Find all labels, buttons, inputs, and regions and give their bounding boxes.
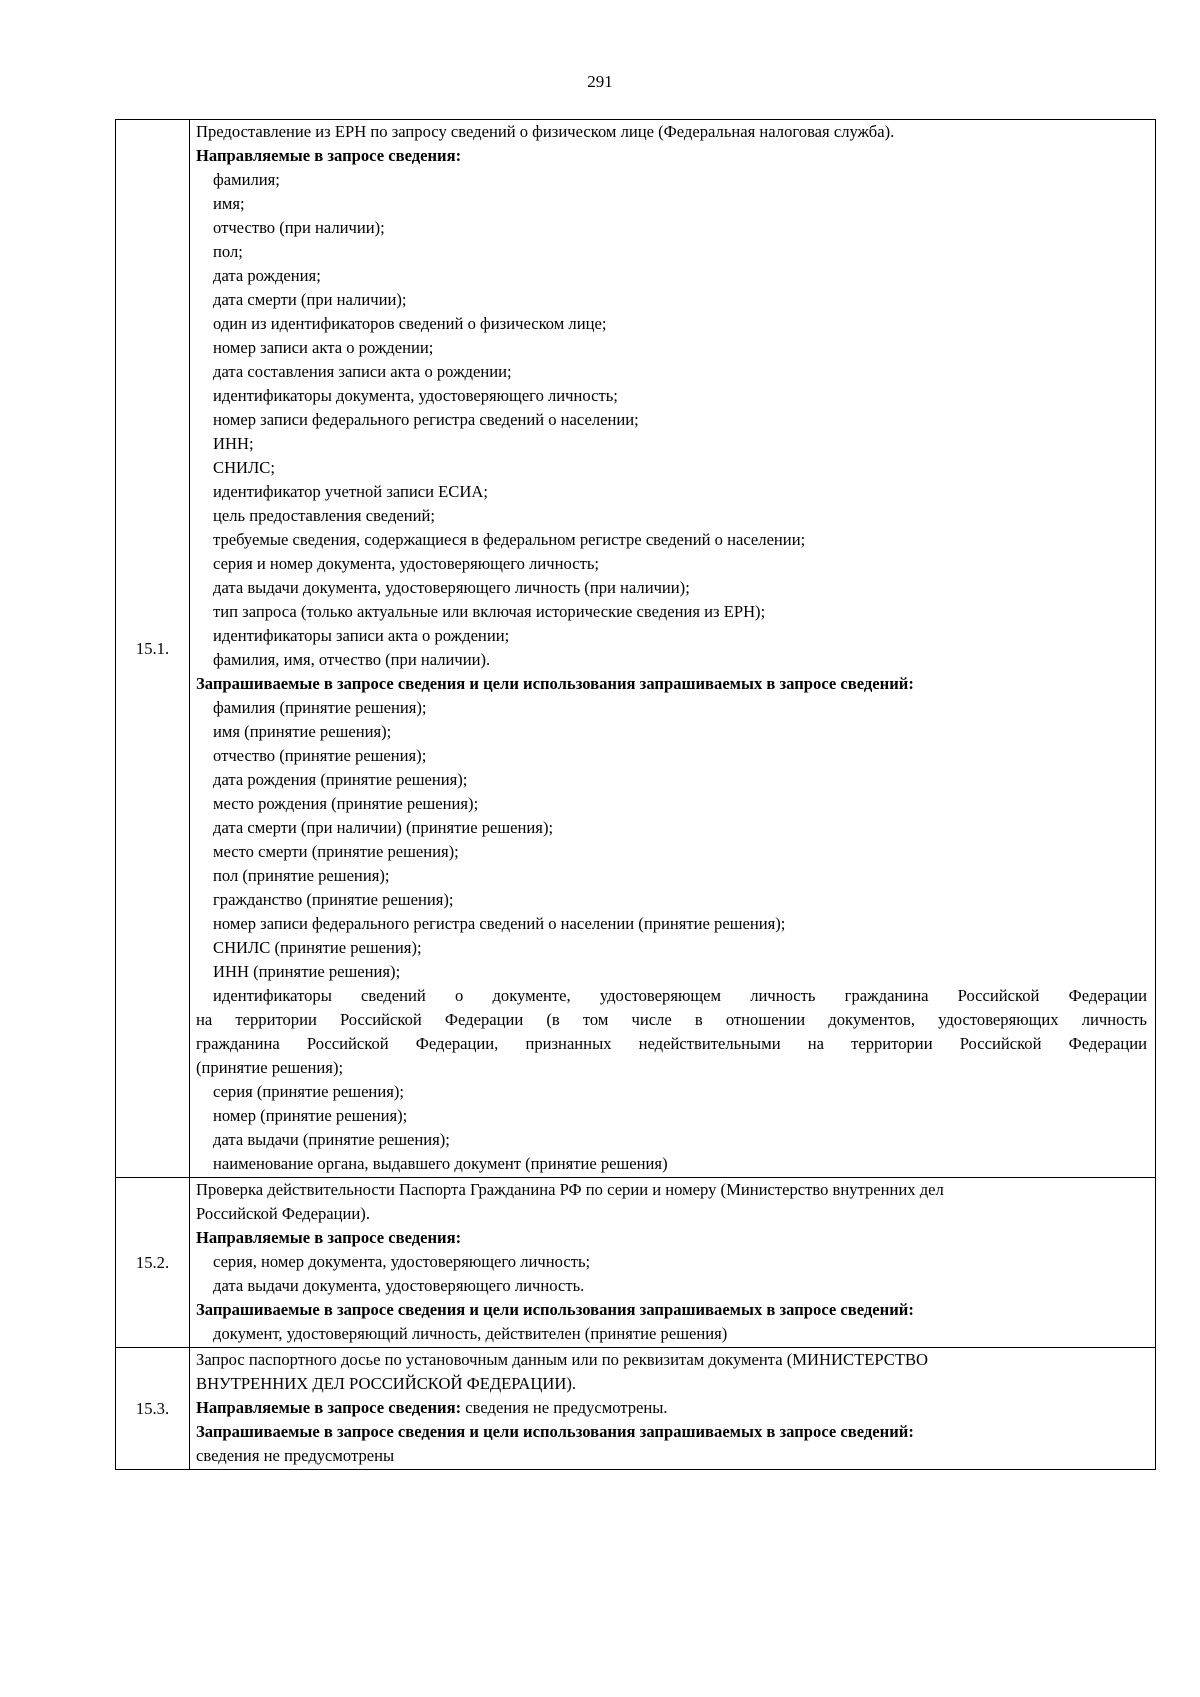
list-item: идентификаторы сведений о документе, удостоверяющем личность гражданина Российской Федерации: [213, 986, 1147, 1005]
text-line: Проверка действительности Паспорта Гражданина РФ по серии и номеру (Министерство внутренних дел: [196, 1180, 944, 1199]
list-item: имя;: [213, 194, 245, 213]
list-item: дата рождения (принятие решения);: [213, 770, 468, 789]
section-heading: [196, 1298, 1147, 1322]
list-item: серия (принятие решения);: [213, 1082, 404, 1101]
list-item: номер записи федерального регистра сведений о населении;: [213, 410, 639, 429]
text-line: сведения не предусмотрены: [196, 1446, 395, 1465]
list-item: дата составления записи акта о рождении;: [213, 362, 512, 381]
list-item: номер (принятие решения);: [213, 1106, 408, 1125]
document-table: [115, 119, 1156, 1470]
list-item: место рождения (принятие решения);: [213, 794, 479, 813]
text-line: гражданина Российской Федерации, признанных недействительными на территории Российской Федерации: [196, 1034, 1147, 1053]
section-heading-text: Направляемые в запросе сведения:: [196, 146, 462, 165]
item-number: 15.1.: [116, 120, 190, 1178]
section-heading-text: Направляемые в запросе сведения:: [196, 1228, 462, 1247]
text-line: на территории Российской Федерации (в том числе в отношении документов, удостоверяющих личность: [196, 1010, 1147, 1029]
list-item: номер записи федерального регистра сведений о населении (принятие решения);: [213, 914, 786, 933]
page-number: 291: [587, 72, 613, 91]
list-item: фамилия;: [213, 170, 280, 189]
list-item: дата выдачи документа, удостоверяющего личность (при наличии);: [213, 578, 690, 597]
list-item: СНИЛС (принятие решения);: [213, 938, 422, 957]
list-item: дата смерти (при наличии) (принятие решения);: [213, 818, 554, 837]
text-line: ВНУТРЕННИХ ДЕЛ РОССИЙСКОЙ ФЕДЕРАЦИИ).: [196, 1374, 576, 1393]
section-heading-text: Запрашиваемые в запросе сведения и цели использования запрашиваемых в запросе сведений:: [196, 1300, 914, 1319]
section-heading: [196, 1396, 1147, 1420]
item-content: [190, 120, 1156, 1178]
section-heading-text: Запрашиваемые в запросе сведения и цели использования запрашиваемых в запросе сведений:: [196, 1422, 914, 1441]
list-item: один из идентификаторов сведений о физическом лице;: [213, 314, 607, 333]
section-heading-text: Направляемые в запросе сведения:: [196, 1398, 462, 1417]
section-heading-text: Запрашиваемые в запросе сведения и цели использования запрашиваемых в запросе сведений:: [196, 674, 914, 693]
list-item: СНИЛС;: [213, 458, 275, 477]
list-item: цель предоставления сведений;: [213, 506, 436, 525]
list-item: имя (принятие решения);: [213, 722, 392, 741]
section-heading-value: сведения не предусмотрены.: [461, 1398, 668, 1417]
list-item: наименование органа, выдавшего документ (принятие решения): [213, 1154, 668, 1173]
list-item: номер записи акта о рождении;: [213, 338, 434, 357]
text-line: Предоставление из ЕРН по запросу сведений о физическом лице (Федеральная налоговая служба).: [196, 122, 895, 141]
list-item: серия и номер документа, удостоверяющего личность;: [213, 554, 599, 573]
list-item: дата смерти (при наличии);: [213, 290, 407, 309]
text-line: Запрос паспортного досье по установочным данным или по реквизитам документа (МИНИСТЕРСТВО: [196, 1350, 929, 1369]
list-item: ИНН (принятие решения);: [213, 962, 401, 981]
item-number: 15.2.: [116, 1178, 190, 1348]
list-item: отчество (принятие решения);: [213, 746, 427, 765]
table-row: [116, 120, 1156, 1178]
list-item: пол (принятие решения);: [213, 866, 390, 885]
list-item: дата рождения;: [213, 266, 321, 285]
list-item: фамилия (принятие решения);: [213, 698, 427, 717]
item-content: [190, 1178, 1156, 1348]
text-line: (принятие решения);: [196, 1058, 344, 1077]
list-item: отчество (при наличии);: [213, 218, 385, 237]
section-heading: [196, 144, 1147, 168]
table-row: [116, 1178, 1156, 1348]
text-line: Российской Федерации).: [196, 1204, 370, 1223]
list-item: требуемые сведения, содержащиеся в федеральном регистре сведений о населении;: [213, 530, 806, 549]
list-item: дата выдачи документа, удостоверяющего личность.: [213, 1276, 585, 1295]
list-item: дата выдачи (принятие решения);: [213, 1130, 450, 1149]
section-heading: [196, 672, 1147, 696]
list-item: место смерти (принятие решения);: [213, 842, 459, 861]
list-item: идентификатор учетной записи ЕСИА;: [213, 482, 488, 501]
item-content: [190, 1348, 1156, 1470]
list-item: пол;: [213, 242, 243, 261]
table-row: [116, 1348, 1156, 1470]
section-heading: [196, 1420, 1147, 1444]
list-item: серия, номер документа, удостоверяющего личность;: [213, 1252, 591, 1271]
section-heading: [196, 1226, 1147, 1250]
list-item: документ, удостоверяющий личность, действителен (принятие решения): [213, 1324, 728, 1343]
list-item: гражданство (принятие решения);: [213, 890, 454, 909]
list-item: фамилия, имя, отчество (при наличии).: [213, 650, 491, 669]
list-item: тип запроса (только актуальные или включая исторические сведения из ЕРН);: [213, 602, 766, 621]
list-item: ИНН;: [213, 434, 254, 453]
item-number: 15.3.: [116, 1348, 190, 1470]
list-item: идентификаторы документа, удостоверяющего личность;: [213, 386, 618, 405]
document-table-body: [116, 120, 1156, 1470]
list-item: идентификаторы записи акта о рождении;: [213, 626, 510, 645]
